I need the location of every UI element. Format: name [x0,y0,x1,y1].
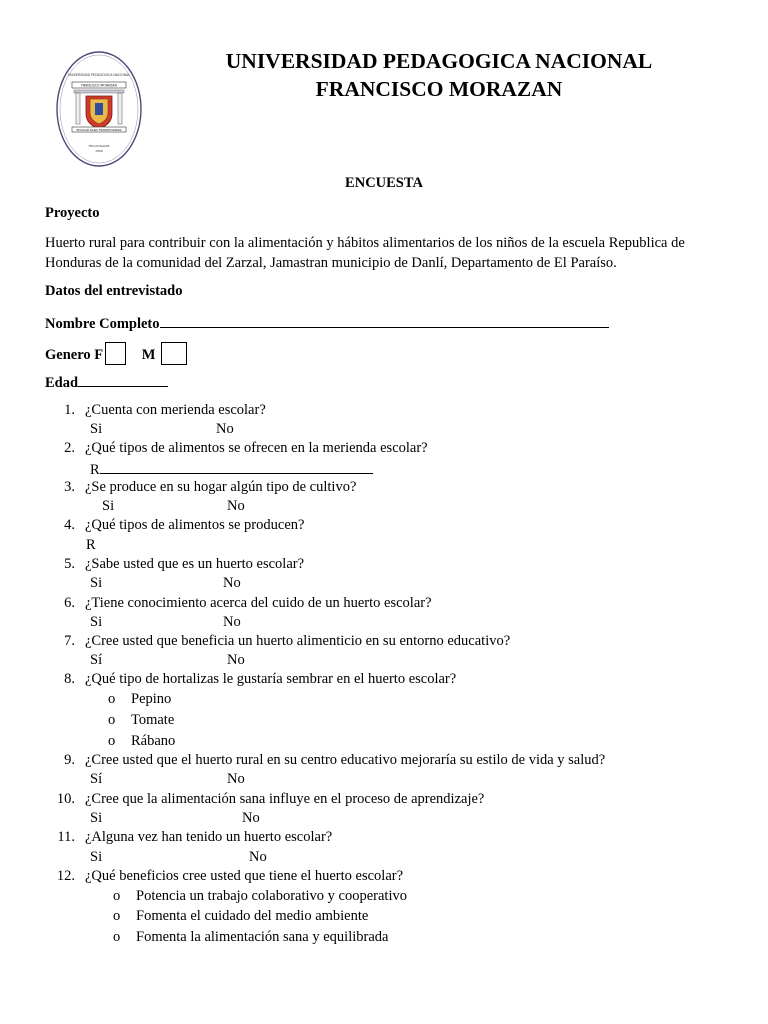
answer-row [90,459,373,479]
answer-no[interactable]: No [242,810,260,826]
question-number: 1. [64,402,75,418]
answer-input-line[interactable] [100,459,373,474]
survey-title: ENCUESTA [345,175,423,191]
question-text: ¿Alguna vez han tenido un huerto escolar? [85,829,333,845]
question-number: 9. [64,752,75,768]
bullet-glyph: o [113,929,121,945]
bullet-glyph: o [113,908,121,924]
question-text: ¿Cree usted que beneficia un huerto alimenticio en su entorno educativo? [85,633,511,649]
project-description-line-2: Honduras de la comunidad del Zarzal, Jamastran municipio de Danlí, Departamento de El Paraíso. [45,255,617,271]
option-item[interactable]: Potencia un trabajo colaborativo y cooperativo [136,888,407,904]
question-text: ¿Qué beneficios cree usted que tiene el huerto escolar? [85,868,404,884]
name-input-line[interactable] [160,313,609,328]
answer-no[interactable]: No [227,771,245,787]
answer-no[interactable]: No [216,421,234,437]
question-number: 3. [64,479,75,495]
seal-text-bottom-2: 1956 [95,149,103,153]
answer-no[interactable]: No [227,498,245,514]
gender-m-label: M [141,347,156,363]
answer-yes[interactable]: Si [90,575,103,591]
gender-field-row [45,342,187,365]
university-title-line-2: FRANCISCO MORAZAN [315,77,563,101]
answer-yes[interactable]: Sí [90,652,103,668]
question-text: ¿Qué tipos de alimentos se producen? [85,517,305,533]
answer-yes[interactable]: Si [90,421,103,437]
option-item[interactable]: Rábano [131,733,176,749]
question-text: ¿Cree que la alimentación sana influye en el proceso de aprendizaje? [85,791,485,807]
question-text: ¿Cree usted que el huerto rural en su centro educativo mejoraría su estilo de vida y salud? [85,752,606,768]
age-input-line[interactable] [78,372,168,387]
question-text: ¿Se produce en su hogar algún tipo de cultivo? [85,479,357,495]
bullet-glyph: o [113,888,121,904]
project-description [45,233,725,273]
question-number: 11. [57,829,75,845]
question-number: 5. [64,556,75,572]
university-title [150,47,728,103]
gender-f-checkbox[interactable] [105,342,126,365]
answer-yes[interactable]: Si [90,614,103,630]
answer-yes[interactable]: Sí [90,771,103,787]
university-seal-logo [56,50,142,168]
question-number: 8. [64,671,75,687]
option-item[interactable]: Fomenta la alimentación sana y equilibrada [136,929,389,945]
interviewee-label: Datos del entrevistado [45,283,183,299]
question-number: 7. [64,633,75,649]
question-number: 4. [64,517,75,533]
question-text: ¿Cuenta con merienda escolar? [85,402,266,418]
answer-yes[interactable]: Si [90,810,103,826]
option-item[interactable]: Fomenta el cuidado del medio ambiente [136,908,369,924]
answer-no[interactable]: No [223,614,241,630]
seal-motto: EDUCAR PARA TRANSFORMAR [76,128,122,132]
answer-prefix[interactable]: R [86,537,96,553]
answer-no[interactable]: No [223,575,241,591]
option-item[interactable]: Tomate [131,712,175,728]
age-field-row [45,372,168,392]
gender-m-checkbox[interactable] [161,342,187,365]
question-text: ¿Sabe usted que es un huerto escolar? [85,556,305,572]
question-number: 2. [64,440,75,456]
answer-no[interactable]: No [249,849,267,865]
question-text: ¿Qué tipo de hortalizas le gustaría sembrar en el huerto escolar? [85,671,457,687]
university-title-line-1: UNIVERSIDAD PEDAGOGICA NACIONAL [225,49,653,73]
age-label: Edad [45,375,79,391]
project-label: Proyecto [45,205,100,221]
name-label: Nombre Completo [45,316,160,332]
seal-text-top: UNIVERSIDAD PEDAGOGICA NACIONAL [68,73,130,77]
name-field-row [45,313,609,333]
bullet-glyph: o [108,712,116,728]
seal-text-mid: FRANCISCO MORAZAN [81,83,117,88]
bullet-glyph: o [108,733,116,749]
seal-text-bottom-1: TEGUCIGALPA [88,144,110,148]
option-item[interactable]: Pepino [131,691,172,707]
question-text: ¿Tiene conocimiento acerca del cuido de un huerto escolar? [85,595,432,611]
answer-prefix: R [90,462,100,478]
gender-label: Genero F [45,347,104,363]
project-description-line-1: Huerto rural para contribuir con la alimentación y hábitos alimentarios de los niños de la escuela Republica de [45,235,685,251]
question-number: 12. [56,868,75,884]
question-number: 6. [64,595,75,611]
answer-yes[interactable]: Si [90,849,103,865]
answer-no[interactable]: No [227,652,245,668]
question-number: 10. [56,791,75,807]
question-text: ¿Qué tipos de alimentos se ofrecen en la merienda escolar? [85,440,428,456]
answer-yes[interactable]: Si [102,498,115,514]
bullet-glyph: o [108,691,116,707]
